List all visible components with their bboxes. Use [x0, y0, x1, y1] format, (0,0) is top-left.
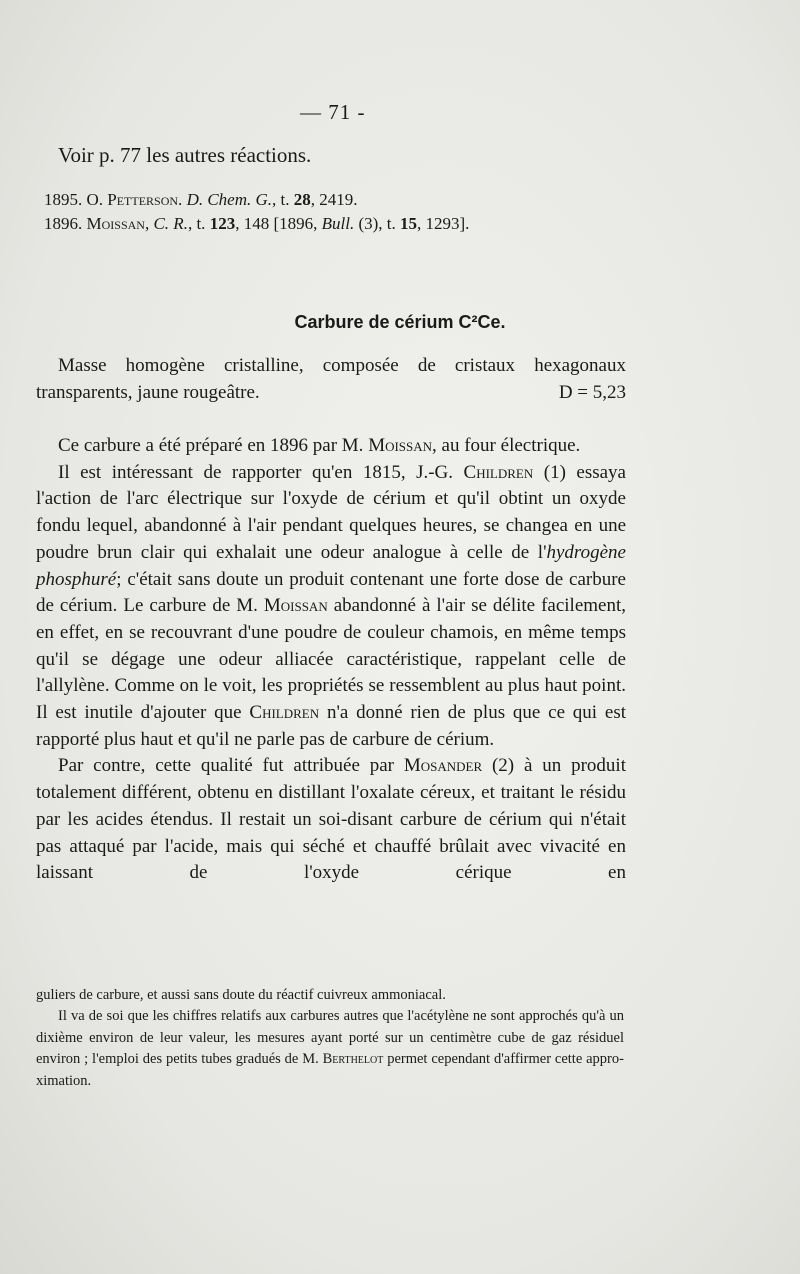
body-text — [36, 433, 626, 887]
paragraph-2: Il est intéressant de rapporter qu'en 1815, J.-G. Children (1) essaya l'action de l'arc électrique sur l'oxyde de cérium et qu'il obtint un oxyde fondu lequel, abandonné à l'air pendant quelques heures, se changea en une poudre brun clair qui exhalait une odeur analogue à celle de l'hydrogène phosphuré; c'était sans doute un produit contenant une forte dose de carbure de cérium. Le carbure de M. Moissan abandonné à l'air se délite facilement, en effet, en se recouvrant d'une poudre de couleur chamois, en même temps qu'il se dégage une odeur alliacée caractéristique, rappelant celle de l'allylène. Comme on le voit, les propriétés se ressemblent au plus haut point. Il est inutile d'ajouter que Children n'a donné rien de plus que ce qui est rapporté plus haut et qu'il ne parle pas de carbure de cérium. — [36, 461, 627, 750]
section-title: Carbure de cérium C²Ce. — [294, 312, 506, 332]
references — [44, 188, 469, 236]
paragraph-1: Ce carbure a été préparé en 1896 par M. Moissan, au four électrique. — [58, 435, 581, 456]
page-number: — 71 - — [300, 100, 366, 124]
intro-line: Voir p. 77 les autres réactions. — [58, 143, 312, 167]
reference-line: 1896. Moissan, C. R., t. 123, 148 [1896, Bull. (3), t. 15, 1293]. — [44, 214, 470, 233]
description-line-2: transparents, jaune rougeâtre. — [36, 381, 260, 403]
footnote — [36, 985, 624, 1092]
description-line-1: Masse homogène cristalline, composée de cristaux hexagonaux — [58, 355, 626, 376]
description-block — [36, 353, 626, 406]
density-value: D = 5,23 — [558, 381, 626, 403]
paragraph-3: Par contre, cette qualité fut attribuée par Mosander (2) à un produit totalement différent, obtenu en distillant l'oxalate céreux, et traitant le résidu par les acides étendus. Il restait un soi-disant carbure de cérium qui n'était pas attaqué par l'acide, mais qui séché et chauffé brûlait avec vivacité en laissant de l'oxyde cérique en — [36, 755, 626, 884]
reference-line: 1895. O. Petterson. D. Chem. G., t. 28, 2419. — [44, 190, 358, 209]
footnote-line-1: guliers de carbure, et aussi sans doute du réactif cuivreux ammoniacal. — [36, 987, 446, 1003]
footnote-paragraph: Il va de soi que les chiffres relatifs aux carbures autres que l'acétylène ne sont approchés qu'à un dixième environ de leur valeur, les mesures ayant porté sur un centimètre cube de gaz résiduel environ ; l'emploi des petits tubes gradués de M. Berthelot permet cependant d'affirmer cette approximation. — [36, 1008, 624, 1089]
